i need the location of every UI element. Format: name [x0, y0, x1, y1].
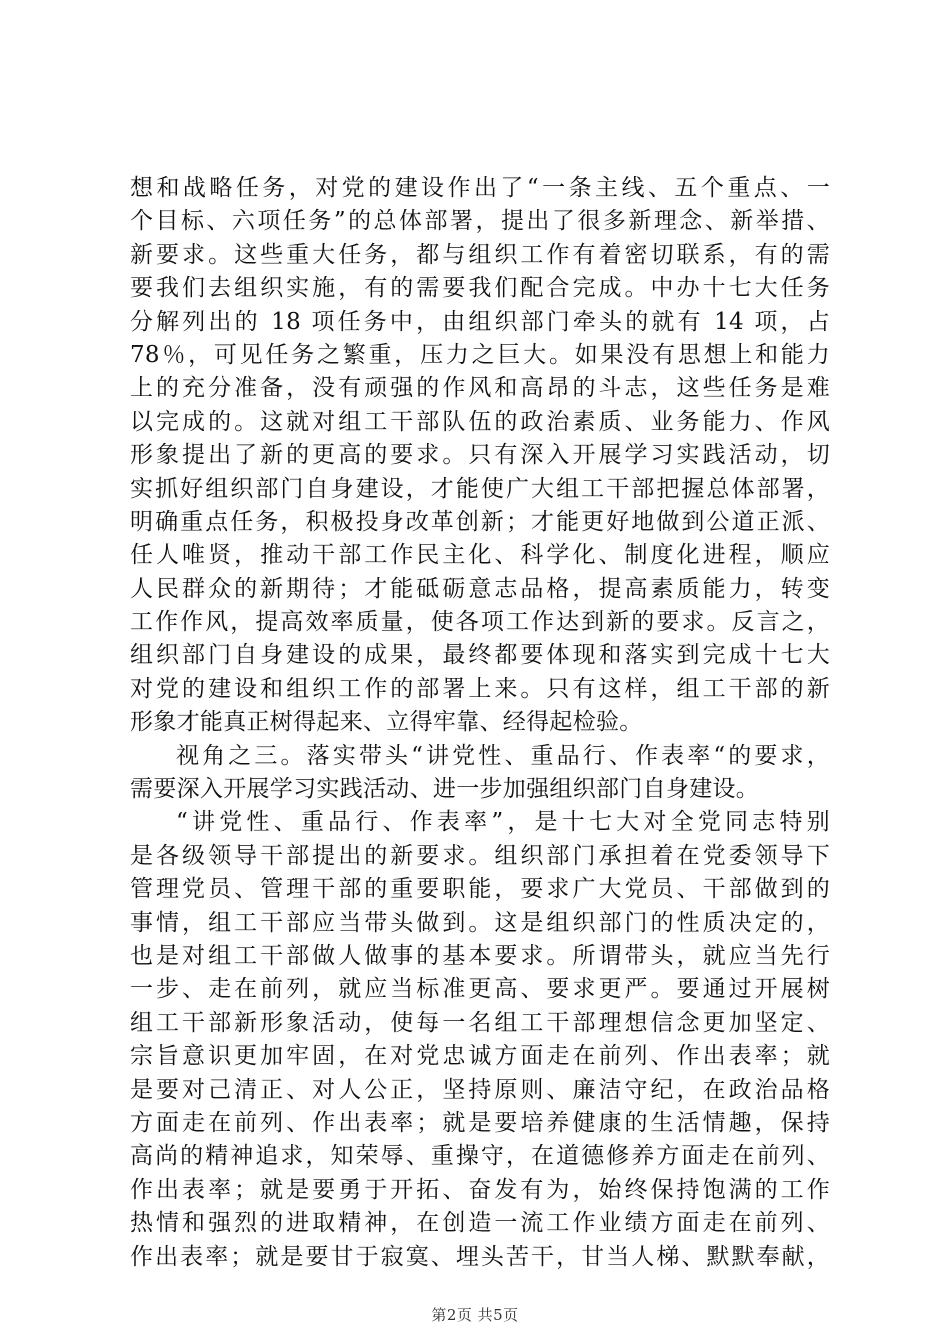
text-line: 组工干部新形象活动，使每一名组工干部理想信念更加坚定、: [130, 1009, 830, 1036]
text-line: 组织部门自身建设的成果，最终都要体现和落实到完成十七大: [130, 642, 830, 669]
text-line: 形象才能真正树得起来、立得牢靠、经得起检验。: [130, 709, 643, 736]
text-line: “讲党性、重品行、作表率”，是十七大对全党同志特别: [176, 809, 830, 836]
body-text: [130, 172, 830, 1274]
text-line: 形象提出了新的更高的要求。只有深入开展学习实践活动，切: [130, 442, 830, 469]
section-heading-line: 需要深入开展学习实践活动、进一步加强组织部门自身建设。: [130, 776, 760, 803]
text-line: 工作作风，提高效率质量，使各项工作达到新的要求。反言之，: [130, 609, 830, 636]
text-line: 作出表率；就是要勇于开拓、奋发有为，始终保持饱满的工作: [130, 1176, 830, 1203]
text-line: 宗旨意识更加牢固，在对党忠诚方面走在前列、作出表率；就: [130, 1043, 830, 1070]
text-line: 对党的建设和组织工作的部署上来。只有这样，组工干部的新: [130, 675, 830, 702]
text-line: 热情和强烈的进取精神，在创造一流工作业绩方面走在前列、: [130, 1210, 830, 1237]
text-line: 要我们去组织实施，有的需要我们配合完成。中办十七大任务: [130, 275, 830, 302]
text-line: 明确重点任务，积极投身改革创新；才能更好地做到公道正派、: [130, 508, 830, 535]
text-line: 也是对组工干部做人做事的基本要求。所谓带头，就应当先行: [130, 942, 830, 969]
text-line: 事情，组工干部应当带头做到。这是组织部门的性质决定的，: [130, 909, 830, 936]
text-line: 管理党员、管理干部的重要职能，要求广大党员、干部做到的: [130, 876, 830, 903]
text-line: 人民群众的新期待；才能砥砺意志品格，提高素质能力，转变: [130, 575, 830, 602]
text-line: 方面走在前列、作出表率；就是要培养健康的生活情趣，保持: [130, 1109, 830, 1136]
text-line: 高尚的精神追求，知荣辱、重操守，在道德修养方面走在前列、: [130, 1143, 830, 1170]
text-line: 是各级领导干部提出的新要求。组织部门承担着在党委领导下: [130, 842, 830, 869]
page-number-footer: 第2页 共5页: [431, 1306, 519, 1324]
text-line: 个目标、六项任务”的总体部署，提出了很多新理念、新举措、: [130, 208, 830, 235]
text-line: 78％，可见任务之繁重，压力之巨大。如果没有思想上和能力: [130, 341, 830, 368]
text-line: 分解列出的 18 项任务中，由组织部门牵头的就有 14 项，占: [130, 308, 830, 335]
text-line: 以完成的。这就对组工干部队伍的政治素质、业务能力、作风: [130, 408, 830, 435]
text-line: 上的充分准备，没有顽强的作风和高昂的斗志，这些任务是难: [130, 375, 830, 402]
section-heading-line: 视角之三。落实带头“讲党性、重品行、作表率“的要求，: [176, 742, 830, 769]
text-line: 想和战略任务，对党的建设作出了“一条主线、五个重点、一: [130, 175, 830, 201]
text-line: 作出表率；就是要甘于寂寞、埋头苦干，甘当人梯、默默奉献，: [130, 1243, 830, 1270]
text-line: 是要对己清正、对人公正，坚持原则、廉洁守纪，在政治品格: [130, 1076, 830, 1103]
text-line: 一步、走在前列，就应当标准更高、要求更严。要通过开展树: [130, 976, 830, 1003]
text-line: 新要求。这些重大任务，都与组织工作有着密切联系，有的需: [130, 241, 830, 268]
text-line: 任人唯贤，推动干部工作民主化、科学化、制度化进程，顺应: [130, 542, 830, 569]
text-line: 实抓好组织部门自身建设，才能使广大组工干部把握总体部署，: [130, 475, 830, 502]
